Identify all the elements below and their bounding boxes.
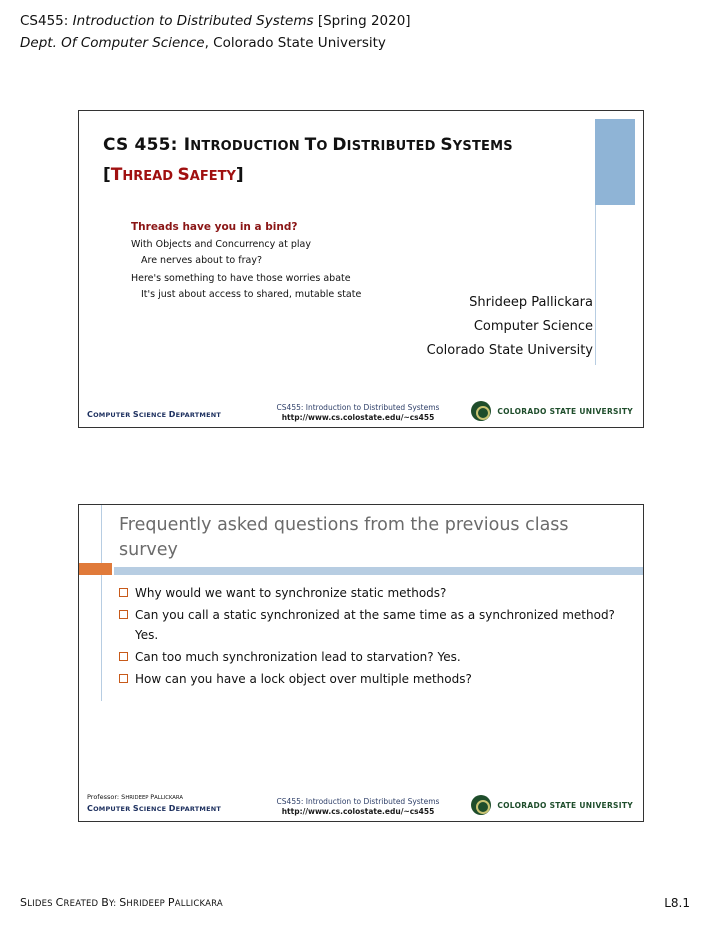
csu-ram-icon xyxy=(471,795,491,815)
list-item: Can you call a static synchronized at the same time as a synchronized method? Yes. xyxy=(119,605,619,645)
poem-line: Here's something to have those worries abate xyxy=(131,273,351,284)
bullet-icon xyxy=(119,588,128,597)
slide-title: Frequently asked questions from the previous class survey xyxy=(119,515,569,560)
title-slide xyxy=(78,110,644,428)
course-line: CS455: Introduction to Distributed Systems [Spring 2020] xyxy=(20,13,411,29)
page-number: L8.1 xyxy=(664,896,690,910)
accent-line xyxy=(101,505,102,701)
list-item: How can you have a lock object over multiple methods? xyxy=(119,669,619,689)
author-dept: Computer Science xyxy=(473,319,593,334)
course-url-link[interactable]: http://www.cs.colostate.edu/~cs455 xyxy=(281,413,435,422)
course-footer xyxy=(263,403,453,423)
csu-logo xyxy=(471,401,633,421)
faq-slide xyxy=(78,504,644,822)
csu-logo xyxy=(471,795,633,815)
department-line: Dept. Of Computer Science, Colorado State University xyxy=(20,35,386,51)
professor-label: Professor: SHRIDEEP PALLICKARA xyxy=(87,793,184,801)
course-footer xyxy=(263,797,453,817)
intro-poem xyxy=(131,217,361,303)
slides-credit: SLIDES CREATED BY: SHRIDEEP PALLICKARA xyxy=(20,896,223,909)
question-list xyxy=(119,583,619,691)
poem-line: With Objects and Concurrency at play xyxy=(131,239,311,250)
list-item: Why would we want to synchronize static methods? xyxy=(119,583,619,603)
poem-line: It's just about access to shared, mutable state xyxy=(141,289,362,300)
csu-ram-icon xyxy=(471,401,491,421)
department-label: COMPUTER SCIENCE DEPARTMENT xyxy=(87,804,221,813)
department-label: COMPUTER SCIENCE DEPARTMENT xyxy=(87,410,221,419)
slide-title: CS 455: INTRODUCTION TO DISTRIBUTED SYSTEMS xyxy=(103,135,513,155)
csu-logo-text: COLORADO STATE UNIVERSITY xyxy=(497,406,633,416)
bullet-icon xyxy=(119,674,128,683)
orange-accent xyxy=(79,563,112,575)
author-name: Shrideep Pallickara xyxy=(469,295,593,310)
course-name: CS455: Introduction to Distributed Systems xyxy=(276,797,440,806)
poem-title: Threads have you in a bind? xyxy=(131,221,298,233)
slide-subtitle: [THREAD SAFETY] xyxy=(103,165,244,185)
bullet-icon xyxy=(119,652,128,661)
csu-logo-text: COLORADO STATE UNIVERSITY xyxy=(497,800,633,810)
accent-line xyxy=(595,205,596,365)
author-block xyxy=(427,291,593,363)
bullet-icon xyxy=(119,610,128,619)
page-header xyxy=(20,10,411,54)
list-item: Can too much synchronization lead to starvation? Yes. xyxy=(119,647,619,667)
blue-rule xyxy=(114,567,643,575)
poem-line: Are nerves about to fray? xyxy=(141,255,262,266)
accent-bar xyxy=(595,119,635,205)
author-university: Colorado State University xyxy=(426,343,593,358)
course-url-link[interactable]: http://www.cs.colostate.edu/~cs455 xyxy=(281,807,435,816)
course-name: CS455: Introduction to Distributed Systems xyxy=(276,403,440,412)
